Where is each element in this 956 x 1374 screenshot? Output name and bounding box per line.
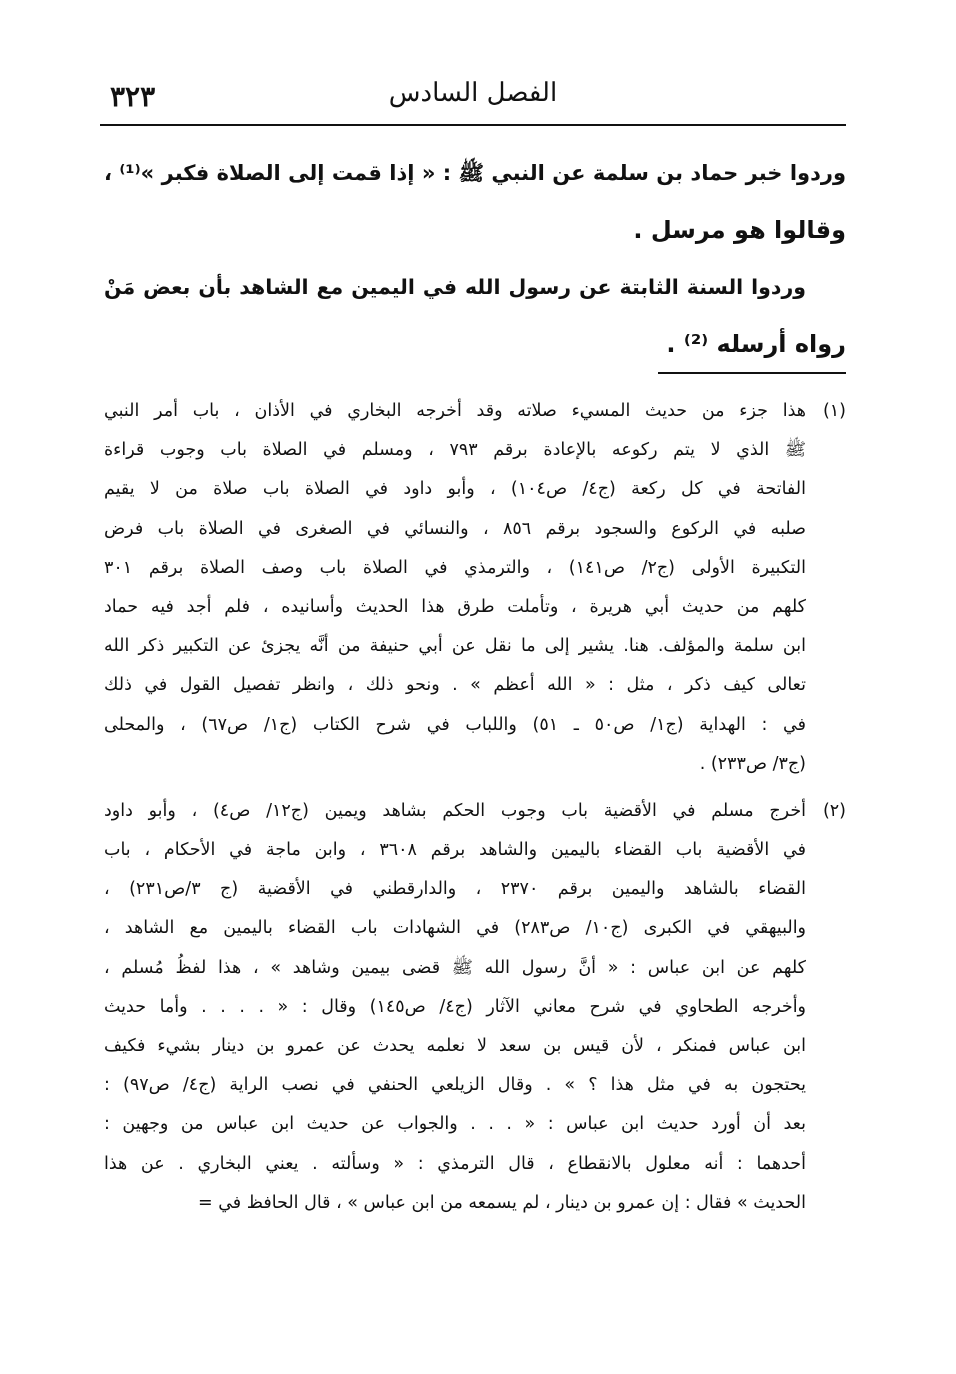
main-line: وردوا خبر حماد بن سلمة عن النبي ﷺ : « إذا قمت إلى الصلاة فكبر »⁽¹⁾ ، [104, 161, 846, 185]
footnote-line: يحتجون به في مثل هذا ؟ » . وقال الزيلعي الحنفي في نصب الراية (ج٤/ ص٩٧) : [104, 1075, 806, 1096]
footnote-number: (٢) [822, 800, 846, 821]
footnote-line: بعد أن أورد حديث ابن عباس : « . . . والجواب عن حديث ابن عباس من وجهين : [104, 1114, 806, 1135]
footnote-line: القضاء بالشاهد واليمين برقم ٢٣٧٠ ، والدارقطني في الأقضية (ج ٣/ص٢٣١) ، [104, 879, 806, 900]
footnote-line: تعالى كيف ذكر ، مثل : « الله أعظم » . ونحو ذلك ، وانظر تفصيل القول في ذلك [104, 675, 806, 696]
footnote-separator [658, 372, 846, 374]
chapter-title: الفصل السادس [388, 78, 558, 108]
main-line: وردوا السنة الثابتة عن رسول الله في اليمين مع الشاهد بأن بعض مَنْ [104, 275, 806, 299]
footnote-line: والبيهقي في الكبرى (ج١٠/ ص٢٨٣) في الشهادات باب القضاء باليمين مع الشاهد ، [104, 918, 807, 939]
footnote-line: كلهم عن ابن عباس : « أنَّ رسول الله ﷺ قضى بيمين وشاهد » ، هذا لفظُ مُسلم ، [104, 957, 806, 978]
page-header [100, 68, 846, 126]
footnote-line: ابن سلمة والمؤلف. هنا. يشير إلى ما نقل عن أبي حنيفة من أنَّه يجزئ عن التكبير ذكر الله [104, 636, 806, 657]
main-text [104, 145, 846, 373]
page-number: ٣٢٣ [110, 80, 156, 113]
footnote-line: في : الهداية (ج١/ ص٥٠ ـ ٥١) واللباب في شرح الكتاب (ج١/ ص٦٧) ، والمحلى [104, 714, 806, 735]
footnote-line: كلهم من حديث أبي هريرة ، وتأملت طرق هذا الحديث وأسانيده ، فلم أجد فيه حماد [104, 596, 806, 617]
footnote-line: أحدهما : أنه معلول بالانقطاع ، قال الترمذي : « وسألته . يعني البخاري . عن هذا [104, 1153, 806, 1174]
footnote-line: التكبيرة الأولى (ج٢/ ص١٤١) ، والترمذي في الصلاة باب وصف الصلاة برقم ٣٠١ [104, 557, 806, 578]
footnote-line: وأخرجه الطحاوي في شرح معاني الآثار (ج٤/ ص١٤٥) وقال : « . . . . وأما حديث [104, 996, 807, 1017]
footnote-line: الحديث » فقال : إن عمرو بن دينار ، لم يسمعه من ابن عباس » ، قال الحافظ في = [198, 1192, 806, 1213]
main-line: وقالوا هو مرسل . [633, 216, 846, 244]
footnote-line: أخرج مسلم في الأقضية باب وجوب الحكم بشاهد ويمين (ج١٢/ ص٤) ، وأبو داود [104, 800, 806, 821]
footnote-line: هذا جزء من حديث المسيء صلاته وقد أخرجه البخاري في الأذان ، باب أمر النبي [104, 401, 806, 421]
footnote-line: صلبه في الركوع والسجود برقم ٨٥٦ ، والنسائي في الصغرى في الصلاة باب فرض [104, 518, 807, 539]
footnote-number: (١) [822, 401, 846, 421]
footnote-line: الفاتحة في كل ركعة (ج٤/ ص١٠٤) ، وأبو داود في الصلاة باب صلاة من لا يقيم [104, 479, 806, 500]
footnote-line: ابن عباس فمنكر ، لأن قيس بن سعد لا نعلمه يحدث عن عمرو بن دينار بشيء فكيف [104, 1036, 806, 1056]
footnote-line: في الأقضية باب القضاء باليمين والشاهد برقم ٣٦٠٨ ، وابن ماجة في الأحكام ، باب [104, 840, 806, 861]
footnote-1 [104, 392, 846, 784]
footnote-2 [104, 792, 846, 1223]
footnote-line: ﷺ الذي لا يتم ركوعه بالإعادة برقم ٧٩٣ ، ومسلم في الصلاة باب وجوب قراءة [104, 440, 807, 461]
main-line: رواه أرسله ⁽²⁾ . [666, 330, 846, 358]
footnote-line: (ج٣/ ص٢٣٣) . [699, 753, 806, 774]
footnotes [104, 392, 846, 1231]
